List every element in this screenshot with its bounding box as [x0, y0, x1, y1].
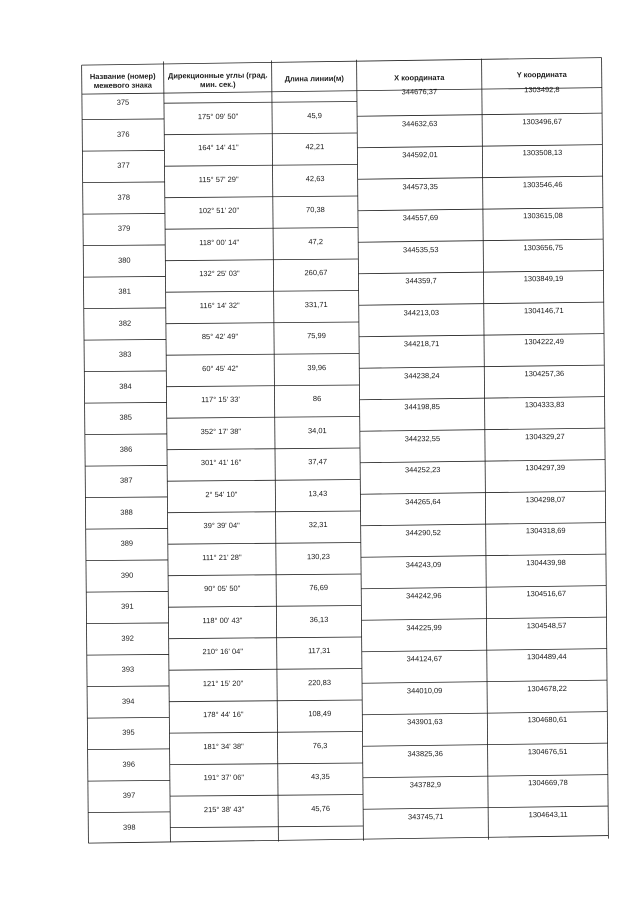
point-y: 1304548,57 [526, 620, 567, 630]
segment-row-border [170, 794, 363, 796]
point-x: 344232,55 [404, 433, 441, 443]
point-name: 388 [120, 507, 133, 517]
point-x: 344238,24 [404, 370, 440, 380]
segment-length: 39,96 [307, 362, 327, 372]
segment-length: 42,63 [305, 173, 325, 183]
point-x: 344676,37 [401, 87, 438, 97]
point-name: 395 [122, 727, 135, 737]
segment-length: 37,47 [308, 457, 328, 467]
segment-length: 34,01 [307, 425, 327, 435]
point-y: 1304257,36 [524, 368, 565, 378]
point-y: 1303546,46 [522, 179, 563, 189]
segment-row-border [165, 164, 358, 166]
point-y: 1304222,49 [524, 336, 564, 347]
name-row-border [86, 591, 168, 592]
point-name: 391 [121, 601, 134, 611]
segment-angle: 178° 44' 16" [203, 710, 244, 720]
header-y: Y координата [516, 69, 567, 80]
segment-angle: 115° 57' 29" [198, 174, 239, 184]
point-x: 344213,03 [403, 307, 440, 317]
segment-angle: 90° 05' 50" [204, 584, 241, 594]
name-row-border [87, 717, 169, 718]
segment-row-border [165, 196, 358, 198]
point-name: 389 [120, 538, 134, 548]
point-y: 1304678,22 [527, 683, 567, 693]
point-x: 343745,71 [407, 811, 444, 821]
segment-angle: 111° 21' 28" [202, 552, 242, 562]
segment-row-border [166, 290, 359, 292]
segment-row-border [166, 385, 359, 387]
point-x: 344252,23 [404, 465, 441, 475]
point-y: 1304439,98 [526, 557, 566, 567]
point-name: 383 [118, 349, 132, 359]
segment-angle: 164° 14' 41" [198, 143, 239, 153]
point-x: 344124,67 [406, 654, 443, 664]
column-border-0 [82, 65, 89, 843]
point-name: 398 [122, 822, 136, 832]
segment-length: 75,99 [307, 331, 326, 341]
name-row-border [83, 276, 165, 277]
point-y: 1303496,67 [522, 116, 562, 126]
segment-length: 76,3 [312, 740, 328, 750]
segment-angle: 118° 00' 14" [199, 237, 240, 247]
name-row-border [88, 749, 170, 750]
name-row-border [88, 812, 170, 813]
point-y: 1304669,78 [528, 777, 568, 788]
segment-row-border [165, 259, 358, 261]
name-row-border [85, 465, 167, 466]
point-name: 384 [119, 381, 132, 391]
segment-row-border [169, 700, 362, 702]
segment-row-border [169, 668, 362, 670]
segment-row-border [167, 479, 360, 481]
segment-angle: 102° 51' 20" [198, 206, 240, 216]
point-x: 344225,99 [406, 622, 442, 632]
point-y: 1304680,61 [527, 714, 568, 725]
point-name: 379 [117, 223, 131, 233]
segment-row-border [168, 574, 361, 576]
table-bottom-border [88, 836, 608, 844]
segment-angle: 85° 42' 49" [201, 332, 239, 342]
point-y: 1304297,39 [525, 462, 566, 473]
point-x: 344557,69 [402, 213, 439, 223]
point-y: 1303849,19 [523, 273, 564, 284]
segment-length: 47,2 [308, 236, 324, 246]
point-x: 344573,35 [402, 181, 438, 191]
point-name: 380 [118, 255, 131, 265]
table-top-border [82, 58, 602, 66]
point-y: 1304329,27 [525, 431, 565, 441]
point-y: 1304516,67 [526, 588, 567, 599]
header-x: X координата [394, 72, 445, 83]
header-angle: Дирекционные углы (град. мин. сек.) [167, 70, 268, 90]
segment-row-border [170, 826, 363, 828]
point-x: 344535,53 [402, 244, 439, 254]
segment-row-border [164, 133, 357, 135]
point-x: 344243,09 [405, 559, 442, 569]
segment-length: 43,35 [310, 772, 330, 782]
name-row-border [85, 402, 167, 403]
point-y: 1303615,08 [523, 210, 563, 221]
point-y: 1304333,83 [524, 399, 565, 410]
point-y: 1304676,51 [527, 746, 568, 756]
name-row-border [84, 339, 166, 340]
point-x: 343782,9 [409, 780, 442, 790]
segment-angle: 2° 54' 10" [205, 489, 238, 499]
segment-row-border [164, 102, 357, 104]
point-name: 381 [118, 286, 131, 296]
segment-angle: 215° 38' 43" [203, 804, 245, 814]
point-name: 396 [122, 759, 136, 769]
name-row-border [86, 528, 168, 529]
segment-row-border [166, 353, 359, 355]
point-name: 397 [122, 790, 136, 800]
point-x: 344592,01 [402, 150, 438, 160]
segment-row-border [169, 637, 362, 639]
point-name: 393 [121, 664, 135, 674]
segment-length: 130,23 [306, 551, 330, 561]
point-x: 344359,7 [405, 276, 437, 286]
point-name: 387 [119, 475, 133, 485]
header-name: Название (номер) межевого знака [89, 71, 156, 91]
point-x: 344632,63 [401, 118, 438, 128]
segment-length: 108,49 [308, 709, 332, 719]
segment-length: 260,67 [304, 268, 328, 278]
segment-row-border [168, 542, 361, 544]
point-y: 1303492,8 [524, 84, 560, 95]
segment-angle: 39° 39' 04" [203, 521, 240, 531]
segment-row-border [168, 511, 361, 513]
point-y: 1304318,69 [525, 525, 566, 536]
segment-row-border [167, 448, 360, 450]
point-y: 1303508,13 [522, 147, 563, 158]
segment-length: 45,9 [307, 110, 322, 120]
name-row-border [84, 371, 166, 372]
point-name: 385 [119, 412, 132, 422]
segment-angle: 210° 16' 04" [202, 647, 244, 657]
point-y: 1304298,07 [525, 494, 566, 504]
name-row-border [82, 119, 164, 120]
segment-angle: 60° 45' 42" [202, 363, 239, 373]
name-row-border [88, 780, 170, 781]
point-name: 376 [116, 129, 130, 139]
name-row-border [84, 308, 166, 309]
segment-length: 117,31 [308, 646, 331, 656]
name-row-border [87, 623, 169, 624]
point-x: 344218,71 [403, 339, 440, 349]
segment-length: 70,38 [305, 205, 325, 215]
point-name: 382 [118, 318, 132, 328]
segment-length: 331,71 [304, 299, 328, 309]
segment-angle: 181° 34' 38" [203, 741, 244, 751]
segment-angle: 301° 41' 16" [200, 458, 242, 468]
name-row-border [83, 182, 165, 183]
segment-length: 76,69 [309, 583, 329, 593]
segment-row-border [167, 416, 360, 418]
point-name: 390 [120, 570, 134, 580]
segment-angle: 175° 09' 50" [197, 111, 239, 121]
segment-row-border [165, 227, 358, 229]
point-x: 344265,64 [405, 496, 441, 506]
point-name: 386 [119, 444, 133, 454]
name-row-border [86, 560, 168, 561]
point-y: 1304489,44 [526, 651, 567, 662]
segment-length: 13,43 [308, 488, 328, 498]
point-x: 343825,36 [407, 748, 443, 758]
point-name: 394 [121, 696, 135, 706]
name-row-border [85, 497, 167, 498]
segment-row-border [170, 763, 363, 765]
header-length: Длина линии(м) [284, 73, 344, 84]
segment-length: 32,31 [308, 520, 328, 530]
segment-angle: 118° 00' 43" [202, 615, 243, 625]
segment-row-border [166, 322, 359, 324]
segment-row-border [168, 605, 361, 607]
segment-angle: 132° 25' 03" [199, 269, 240, 279]
point-x: 344010,09 [406, 685, 443, 695]
point-name: 392 [121, 633, 134, 643]
segment-length: 36,13 [309, 614, 329, 624]
point-name: 375 [116, 97, 130, 107]
point-y: 1304146,71 [523, 305, 564, 315]
point-x: 344242,96 [406, 591, 442, 601]
name-row-border [82, 150, 164, 151]
name-row-border [87, 654, 169, 655]
name-row-border [83, 213, 165, 214]
segment-length: 45,76 [311, 803, 331, 813]
segment-length: 86 [312, 394, 322, 404]
segment-angle: 121° 15' 20" [202, 678, 244, 688]
segment-angle: 352° 17' 38" [200, 426, 242, 436]
segment-row-border [169, 731, 362, 733]
point-y: 1303656,75 [523, 242, 564, 252]
name-row-border [85, 434, 167, 435]
segment-angle: 117° 15' 33' [201, 395, 240, 405]
segment-length: 42,21 [305, 142, 325, 152]
point-name: 377 [117, 160, 130, 170]
segment-length: 220,83 [308, 677, 332, 687]
point-x: 343901,63 [407, 717, 443, 727]
point-name: 378 [117, 192, 131, 202]
point-x: 344198,85 [404, 402, 440, 412]
segment-angle: 116° 14' 32" [199, 300, 240, 310]
point-y: 1304643,11 [528, 809, 568, 819]
segment-angle: 191° 37' 06" [203, 773, 245, 783]
name-row-border [83, 245, 165, 246]
name-row-border [87, 686, 169, 687]
point-x: 344290,52 [405, 528, 441, 538]
